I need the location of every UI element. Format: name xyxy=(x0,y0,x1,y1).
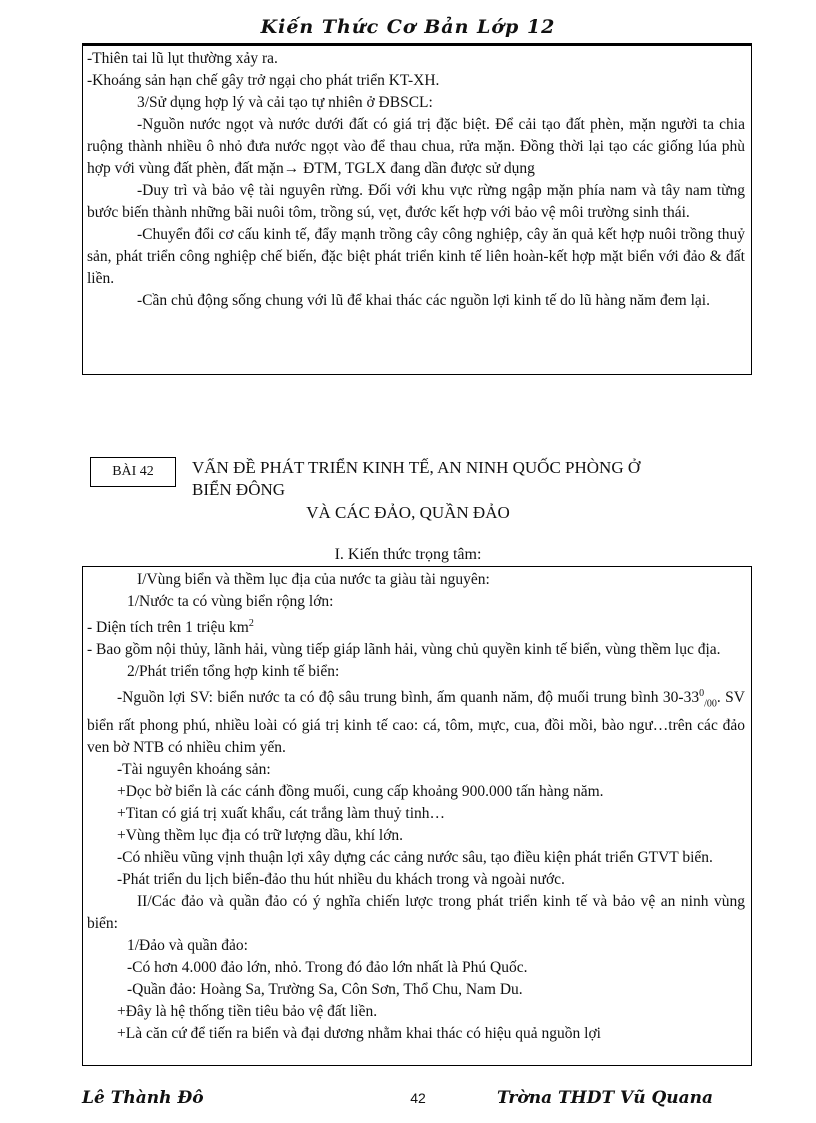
page-header-title: Kiến Thức Cơ Bản Lớp 12 xyxy=(260,16,556,38)
paragraph: -Quần đảo: Hoàng Sa, Trường Sa, Côn Sơn, Thổ Chu, Nam Du. xyxy=(127,981,523,999)
paragraph: -Duy trì và bảo vệ tài nguyên rừng. Đối với khu vực rừng ngập mặn phía nam và tây nam từng bước biến thành những bãi nuôi tôm, trồng sú, vẹt, đước kết hợp với bảo vệ môi trường sinh thái. xyxy=(87,182,745,221)
subheading: 2/Phát triển tổng hợp kinh tế biển: xyxy=(127,663,340,681)
paragraph: -Tài nguyên khoáng sản: xyxy=(117,761,271,779)
heading: I/Vùng biển và thềm lục địa của nước ta giàu tài nguyên: xyxy=(137,571,490,588)
content-box-top xyxy=(82,45,752,375)
subheading: 1/Đảo và quần đảo: xyxy=(127,937,248,955)
paragraph: +Vùng thềm lục địa có trữ lượng dầu, khí lớn. xyxy=(117,827,404,845)
paragraph: -Phát triển du lịch biển-đảo thu hút nhiều du khách trong và ngoài nước. xyxy=(117,871,565,889)
paragraph: -Chuyển đổi cơ cấu kinh tế, đẩy mạnh trồng cây công nghiệp, cây ăn quả kết hợp nuôi trồng thuỷ sản, phát triển công nghiệp chế biến, đặc biệt phát triển kinh tế liên hoàn-kết hợp mặt biển với đảo & đất liền. xyxy=(87,226,745,287)
paragraph: -Có nhiều vũng vịnh thuận lợi xây dựng các cảng nước sâu, tạo điều kiện phát triển GTVT biển. xyxy=(117,849,713,867)
paragraph: -Cần chủ động sống chung với lũ để khai thác các nguồn lợi kinh tế do lũ hàng năm đem lại. xyxy=(137,292,710,309)
superscript: 0 xyxy=(699,688,705,700)
paragraph: -Khoáng sản hạn chế gây trở ngại cho phát triển KT-XH. xyxy=(87,72,440,89)
footer-school: Trờna THDT Vũ Quana xyxy=(497,1088,714,1108)
heading: II/Các đảo và quần đảo có ý nghĩa chiến lược trong phát triển kinh tế và bảo vệ an ninh vùng biển: xyxy=(87,893,745,933)
content-box-bottom xyxy=(82,566,752,1066)
paragraph: - Bao gồm nội thủy, lãnh hải, vùng tiếp giáp lãnh hải, vùng chủ quyền kinh tế biển, vùng thềm lục địa. xyxy=(87,641,721,659)
lesson-title xyxy=(192,457,752,501)
paragraph: -Nguồn nước ngọt và nước dưới đất có giá trị đặc biệt. Để cải tạo đất phèn, mặn người ta chia ruộng thành nhiều ô nhỏ đưa nước ngọt vào để thau chua, rửa mặn. Đồng thời lại tạo các giống lúa phù hợp với vùng đất phèn, đất mặn→ ĐTM, TGLX đang dần được sử dụng xyxy=(87,116,745,177)
lesson-title-line: VÀ CÁC ĐẢO, QUẦN ĐẢO xyxy=(306,503,510,522)
section-heading: I. Kiến thức trọng tâm: xyxy=(334,546,482,563)
superscript: 2 xyxy=(248,618,254,629)
paragraph: +Đây là hệ thống tiền tiêu bảo vệ đất liền. xyxy=(117,1003,378,1021)
subheading: 1/Nước ta có vùng biển rộng lớn: xyxy=(127,593,334,610)
lesson-title-line: VẤN ĐỀ PHÁT TRIỂN KINH TẾ, AN NINH QUỐC PHÒNG Ở xyxy=(192,458,641,477)
paragraph xyxy=(87,613,745,639)
lesson-number-box: BÀI 42 xyxy=(90,457,176,487)
paragraph xyxy=(87,683,745,759)
text: -Nguồn lợi SV: biển nước ta có độ sâu trung bình, ấm quanh năm, độ muối trung bình 30-33 xyxy=(117,689,700,707)
lesson-title-line: BIỂN ĐÔNG xyxy=(192,480,286,499)
paragraph: -Có hơn 4.000 đảo lớn, nhỏ. Trong đó đảo lớn nhất là Phú Quốc. xyxy=(127,959,528,977)
paragraph: +Titan có giá trị xuất khẩu, cát trắng làm thuỷ tinh… xyxy=(117,805,446,823)
text: - Diện tích trên 1 triệu km xyxy=(87,619,249,637)
paragraph: +Dọc bờ biển là các cánh đồng muối, cung cấp khoảng 900.000 tấn hàng năm. xyxy=(117,783,604,801)
text: . SV biển rất phong phú, nhiều loài có giá trị kinh tế cao: cá, tôm, mực, cua, đồi mồi, bào ngư…trên các đảo ven bờ NTB có nhiều chim yến. xyxy=(87,689,745,757)
page-number: 42 xyxy=(410,1090,426,1106)
paragraph: +Là căn cứ để tiến ra biển và đại dương nhằm khai thác có hiệu quả nguồn lợi xyxy=(117,1025,601,1043)
subscript: /00 xyxy=(704,698,717,710)
paragraph: -Thiên tai lũ lụt thường xảy ra. xyxy=(87,50,278,67)
footer-author: Lê Thành Đô xyxy=(82,1088,204,1108)
subheading: 3/Sử dụng hợp lý và cải tạo tự nhiên ở ĐBSCL: xyxy=(137,94,433,111)
